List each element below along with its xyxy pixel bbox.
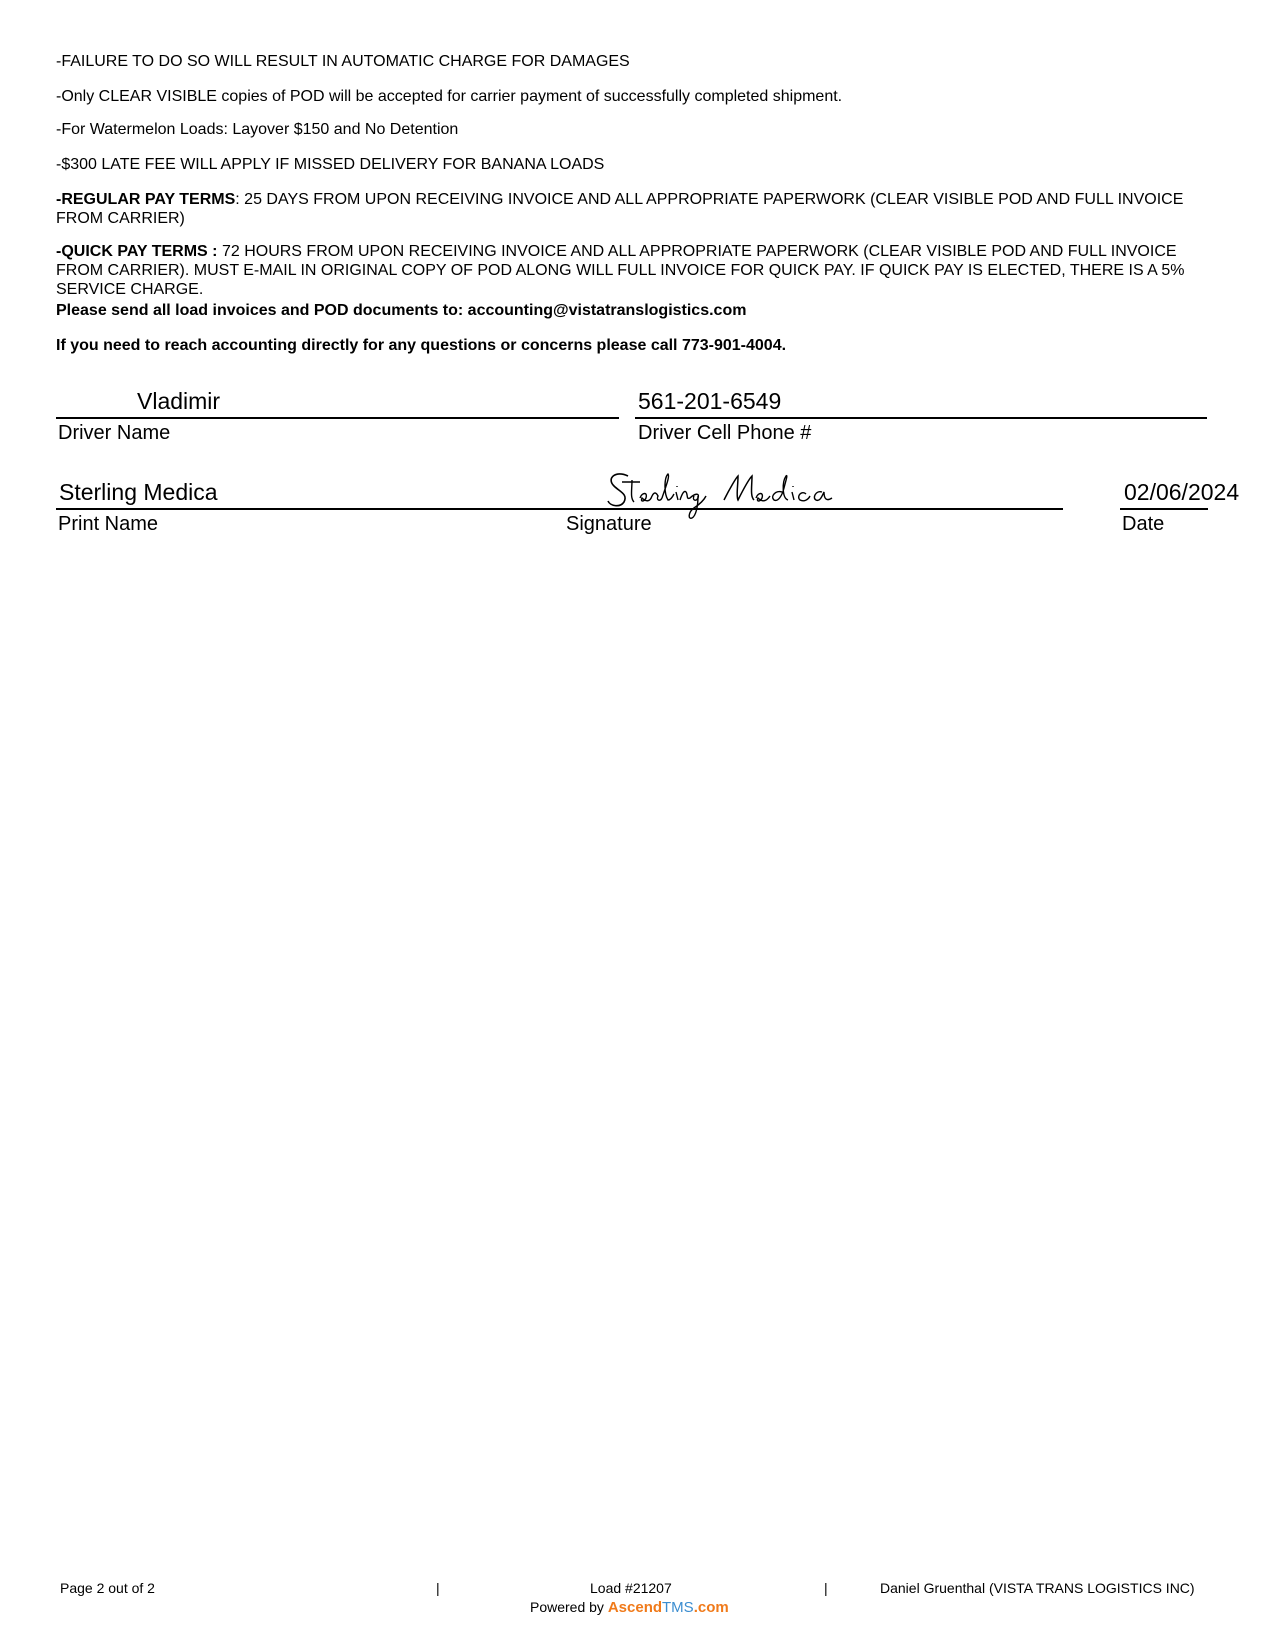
brand-ascend: Ascend xyxy=(607,1599,663,1616)
clear-visible-term: -Only CLEAR VISIBLE copies of POD will be accepted for carrier payment of successfully completed shipment. xyxy=(56,88,843,105)
driver-name-label: Driver Name xyxy=(58,422,171,444)
accounting-contact-note: If you need to reach accounting directly for any questions or concerns please call 773-901-4004. xyxy=(56,337,787,354)
date-line xyxy=(1120,508,1208,510)
powered-by-label: Powered by xyxy=(530,1599,608,1615)
banana-term: -$300 LATE FEE WILL APPLY IF MISSED DELIVERY FOR BANANA LOADS xyxy=(56,156,605,173)
signature-line xyxy=(566,508,1063,510)
send-documents-note: Please send all load invoices and POD documents to: accounting@vistatranslogistics.com xyxy=(56,302,747,319)
footer-separator-left: | xyxy=(436,1580,440,1596)
date-label: Date xyxy=(1122,513,1165,535)
driver-phone-value: 561-201-6549 xyxy=(638,388,782,414)
page-number: Page 2 out of 2 xyxy=(60,1580,155,1596)
driver-name-line xyxy=(56,417,619,419)
regular-pay-label: -REGULAR PAY TERMS xyxy=(56,191,236,208)
regular-pay-text: : 25 DAYS FROM UPON RECEIVING INVOICE AND ALL APPROPRIATE PAPERWORK (CLEAR VISIBLE POD AND FULL INVOICE FROM CARRIER) xyxy=(56,191,1184,227)
driver-name-value: Vladimir xyxy=(137,388,221,414)
driver-phone-line xyxy=(635,417,1207,419)
print-name-value: Sterling Medica xyxy=(59,479,218,505)
footer-separator-right: | xyxy=(824,1580,828,1596)
brand-tms: TMS xyxy=(662,1599,694,1616)
watermelon-term: -For Watermelon Loads: Layover $150 and No Detention xyxy=(56,121,459,138)
print-name-line xyxy=(56,508,574,510)
load-number: Load #21207 xyxy=(590,1580,672,1596)
company-name: Daniel Gruenthal (VISTA TRANS LOGISTICS INC) xyxy=(880,1580,1195,1596)
date-value: 02/06/2024 xyxy=(1124,479,1240,505)
brand-dotcom: .com xyxy=(693,1599,729,1616)
quick-pay-label: -QUICK PAY TERMS : xyxy=(56,243,218,260)
quick-pay-terms xyxy=(56,242,1206,299)
failure-term: -FAILURE TO DO SO WILL RESULT IN AUTOMATIC CHARGE FOR DAMAGES xyxy=(56,53,630,70)
driver-phone-label: Driver Cell Phone # xyxy=(638,422,812,444)
print-name-label: Print Name xyxy=(58,513,159,535)
powered-by xyxy=(530,1598,729,1617)
quick-pay-text: 72 HOURS FROM UPON RECEIVING INVOICE AND ALL APPROPRIATE PAPERWORK (CLEAR VISIBLE POD AND FULL INVOICE FROM CARRIER). MUST E-MAIL IN ORIGINAL COPY OF POD ALONG WILL FULL INVOICE FOR QUICK PAY. IF QUICK PAY IS ELECTED, THERE IS A 5% SERVICE CHARGE. xyxy=(56,243,1185,298)
signature-label: Signature xyxy=(566,513,652,535)
regular-pay-terms xyxy=(56,190,1206,228)
